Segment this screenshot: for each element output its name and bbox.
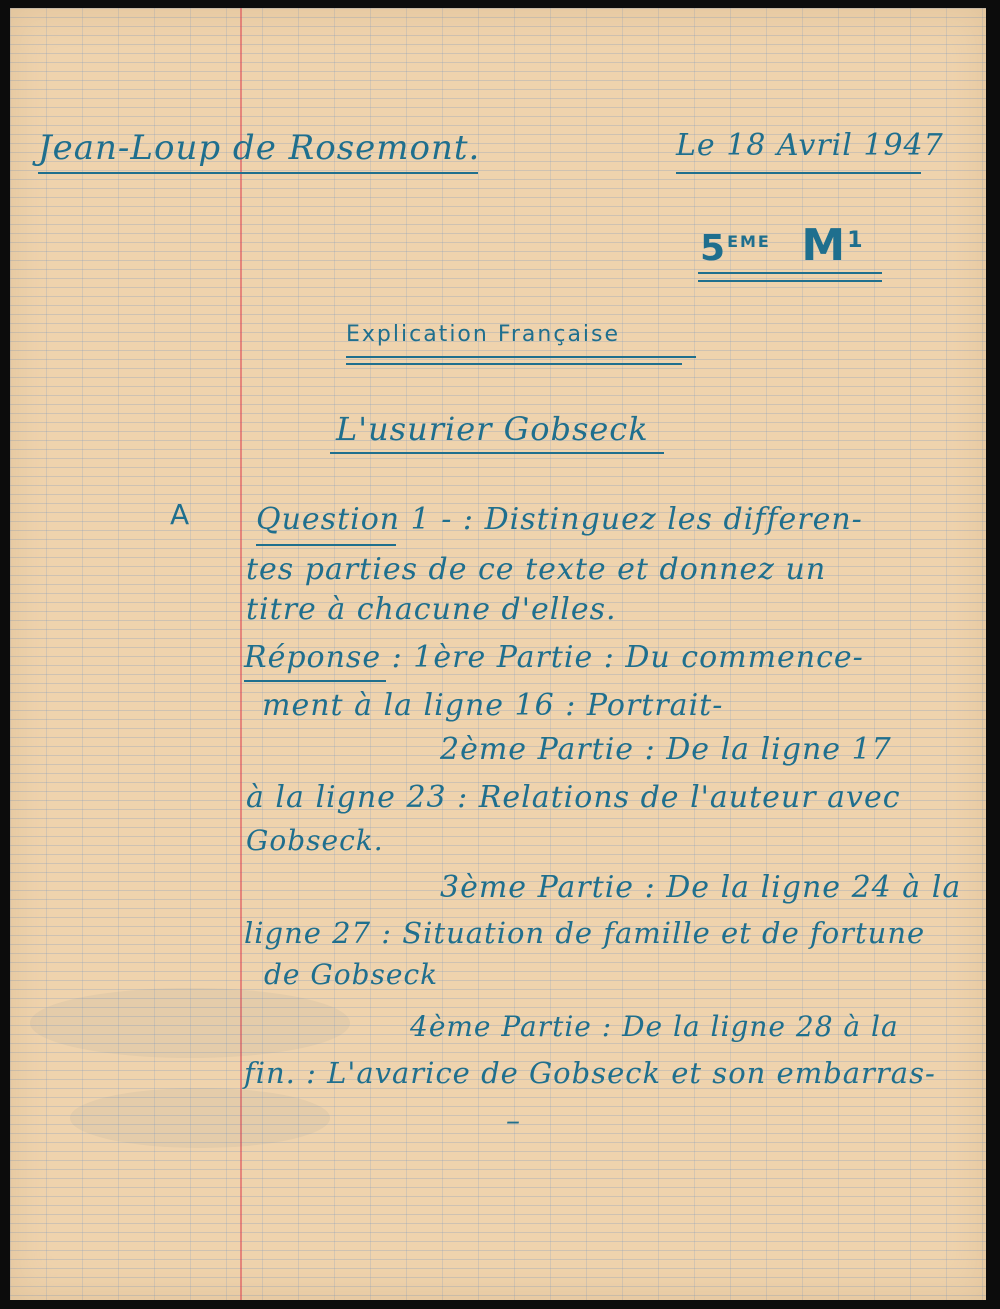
body-line: Question 1 - : Distinguez les differen-: [256, 502, 863, 537]
subject-underline-1: [346, 356, 696, 358]
body-line: Gobseck.: [246, 824, 384, 857]
reponse-underline: [244, 680, 386, 682]
body-line: ligne 27 : Situation de famille et de fortune: [244, 916, 926, 950]
class-letter: M: [801, 220, 848, 271]
text-title: L'usurier Gobseck: [336, 410, 649, 448]
subject-underline-2: [346, 363, 682, 365]
body-line: à la ligne 23 : Relations de l'auteur avec: [246, 780, 901, 815]
subject-title: Explication Française: [346, 322, 621, 347]
class-suffix: EME: [727, 232, 771, 251]
question-underline: [256, 544, 396, 546]
section-marker: A: [170, 498, 192, 531]
name-underline: [38, 172, 478, 174]
class-underline-1: [698, 272, 882, 274]
class-number: 5: [700, 228, 728, 269]
class-index: 1: [847, 228, 865, 253]
body-line: 3ème Partie : De la ligne 24 à la: [440, 870, 962, 905]
body-line: de Gobseck: [264, 958, 439, 991]
body-line: fin. : L'avarice de Gobseck et son embarras-: [244, 1056, 936, 1090]
text-title-underline: [330, 452, 664, 454]
body-line: tes parties de ce texte et donnez un: [246, 552, 827, 587]
date-underline: [676, 172, 921, 174]
body-line: 4ème Partie : De la ligne 28 à la: [410, 1010, 899, 1043]
class-underline-2: [698, 280, 882, 282]
ink-smudge: [30, 988, 350, 1058]
body-line: titre à chacune d'elles.: [246, 592, 617, 627]
body-line: ment à la ligne 16 : Portrait-: [262, 688, 724, 723]
body-line: 2ème Partie : De la ligne 17: [440, 732, 892, 767]
body-line: Réponse : 1ère Partie : Du commence-: [244, 640, 864, 675]
class-label: [700, 220, 865, 271]
student-name: Jean-Loup de Rosemont.: [38, 128, 481, 168]
ink-smudge: [70, 1088, 330, 1148]
date: Le 18 Avril 1947: [676, 128, 944, 163]
closing-dash: –: [506, 1104, 521, 1137]
